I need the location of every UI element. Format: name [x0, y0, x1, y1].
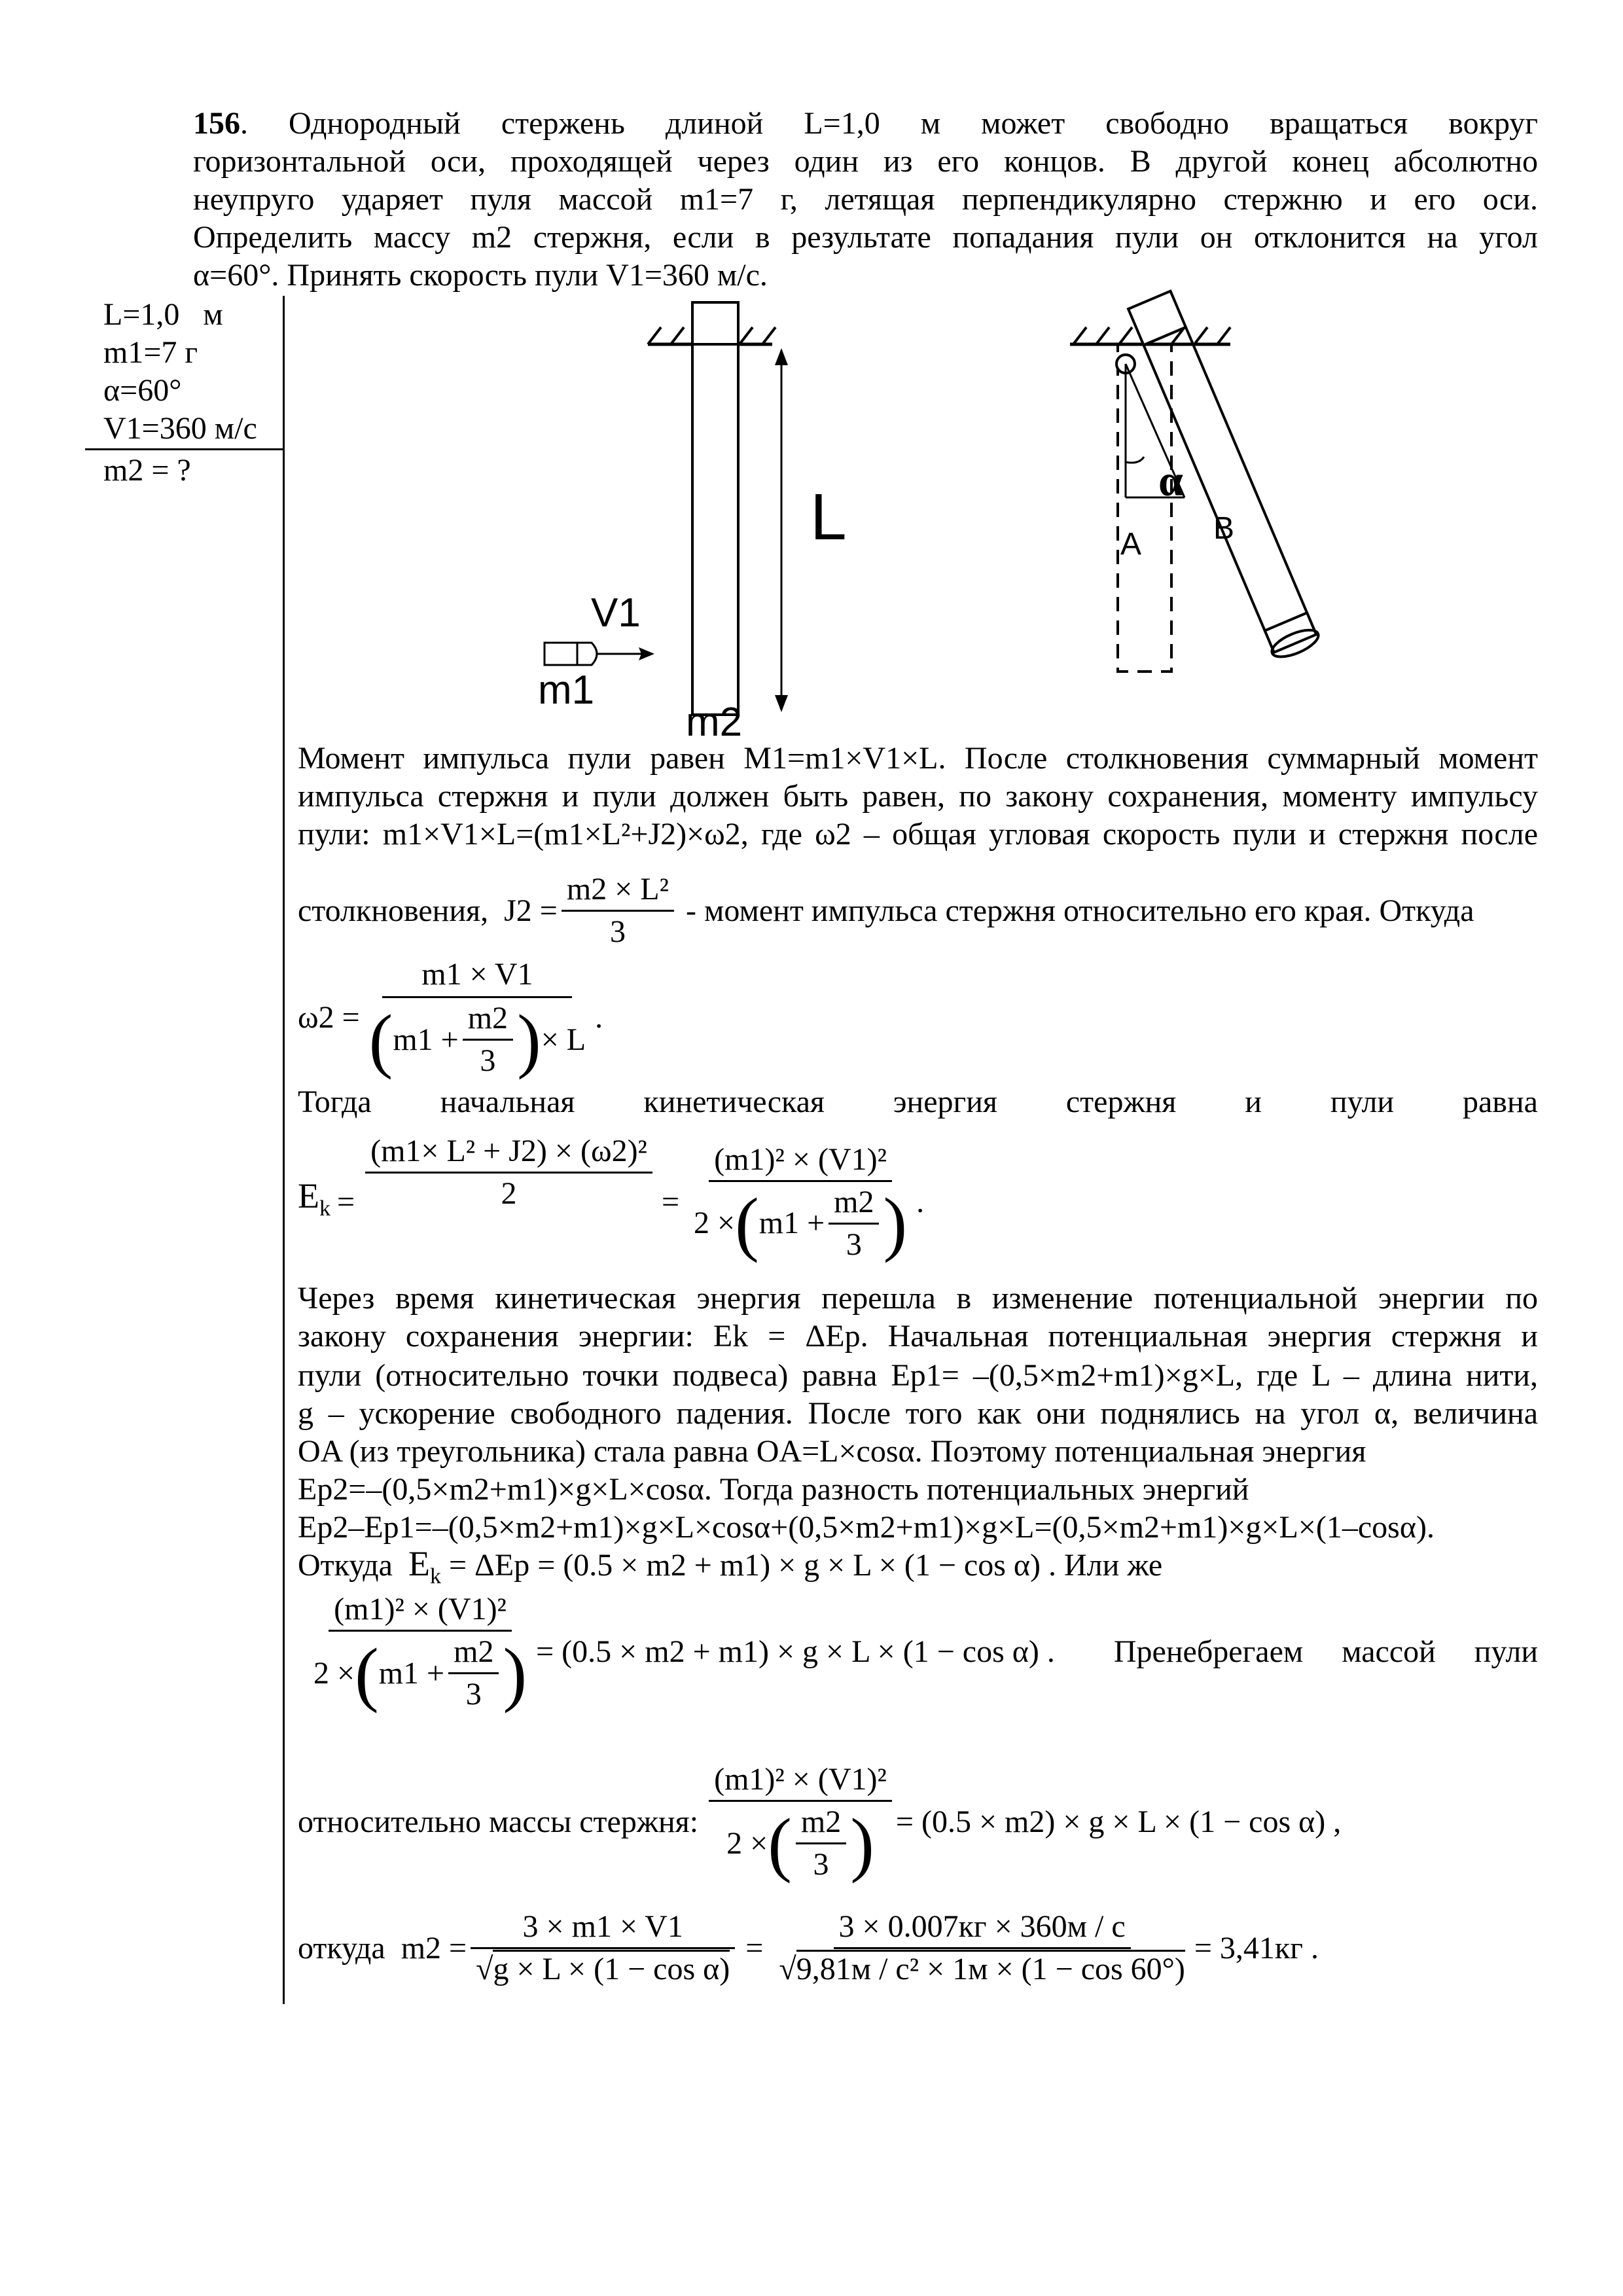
problem-line-3: неупруго ударяет пуля массой m1=7 г, летящая перпендикулярно стержню и его оси.: [193, 182, 1538, 217]
omega-denominator: ( m1 + $\frac{m2}{3}$ ) × L: [368, 999, 586, 1080]
given-divider-horizontal: [85, 448, 285, 450]
j2-formula-line: [298, 870, 1538, 951]
solution-line: закону сохранения энергии: Ek = ΔEp. Начальная потенциальная энергия стержня и: [298, 1319, 1538, 1354]
solution-line: пули (относительно точки подвеса) равна Ep1= –(0,5×m2+m1)×g×L, где L – длина нити,: [298, 1358, 1538, 1393]
j2-text-pre: столкновения, J2 =: [298, 893, 558, 928]
label-a: A: [1120, 527, 1142, 562]
ek-lhs: $E_k$: [298, 1175, 330, 1221]
result-fraction-1: $\frac{3 \times m1 \times V1}{\text{√g × L × (1 − cos α)}}$: [471, 1908, 735, 1988]
given-item: L=1,0 м: [103, 297, 223, 332]
solution-line: пули: m1×V1×L=(m1×L²+J2)×ω2, где ω2 – общая угловая скорость пули и стержня после: [298, 817, 1538, 852]
solution-line: OA (из треугольника) стала равна OA=L×cosα. Поэтому потенциальная энергия: [298, 1434, 1366, 1469]
given-item: α=60°: [103, 373, 182, 408]
ek-fraction-1: $\frac{\text{(m1× L² + J2) × (ω2)²}}{2}$: [365, 1132, 652, 1272]
result-value: = 3,41кг .: [1194, 1930, 1319, 1965]
omega-den-b: × L: [541, 1022, 586, 1057]
given-block: [103, 296, 287, 490]
label-L: L: [810, 480, 847, 554]
given-item: m1=7 г: [103, 335, 198, 370]
solution-line: Ep2–Ep1=–(0,5×m2+m1)×g×L×cosα+(0,5×m2+m1)×g×L=(0,5×m2+m1)×g×L×(1–cosα).: [298, 1510, 1435, 1545]
energy-equation-line: Откуда $E_k = \Delta Ep = (0.5 \times m2 + m1) \times g \times L \times (1 - \cos \alpha)$ . Или же: [298, 1544, 1163, 1588]
omega-numerator: m1 × V1: [382, 956, 572, 998]
solution-line: импульса стержня и пули должен быть равен, по закону сохранения, моменту импульсу: [298, 779, 1538, 814]
final-result: откуда m2 = $\frac{3 \times m1 \times V1}{\text{√g × L × (1 − cos α)}}$ = 3 × 0.007кг × 360м / с √9,81м / с² × 1м × (1 − cos 60°) = 3,41кг .: [298, 1908, 1319, 1988]
ek-formula: $E_k$ = $\frac{\text{(m1× L² + J2) × (ω2)²}}{2}$ = (m1)² × (V1)² 2 × ( m1 + $\frac{m2}{3}$ ) .: [298, 1132, 924, 1272]
problem-line-1: 156. Однородный стержень длиной L=1,0 м может свободно вращаться вокруг: [193, 106, 1538, 141]
equation-6: (m1)² × (V1)² 2 × ( m1 + $\frac{m2}{3}$ ) = (0.5 × m2 + m1) × g × L × (1 − cos α) . Пренебрегаем массой пули: [304, 1590, 1538, 1713]
given-item: V1=360 м/с: [103, 411, 257, 446]
equation-7: относительно массы стержня: (m1)² × (V1)² 2 × ( m2 3 ) = (0.5 × m2) × g × L × (1 − cos α) ,: [298, 1762, 1342, 1884]
problem-line-5: α=60°. Принять скорость пули V1=360 м/с.: [193, 258, 768, 293]
label-m2: m2: [686, 700, 743, 745]
label-m1: m1: [538, 668, 595, 713]
eq7-fraction: (m1)² × (V1)² 2 × ( m2 3 ): [709, 1761, 892, 1884]
result-fraction-2: 3 × 0.007кг × 360м / с √9,81м / с² × 1м × (1 − cos 60°): [779, 1909, 1185, 1986]
omega-lhs: ω2 =: [298, 1000, 360, 1035]
omega-formula: ω2 = m1 × V1 ( m1 + $\frac{m2}{3}$ ) × L .: [298, 957, 603, 1080]
problem-line-4: Определить массу m2 стержня, если в результате попадания пули он отклонится на угол: [193, 220, 1538, 255]
problem-line-2: горизонтальной оси, проходящей через один из его концов. В другой конец абсолютно: [193, 144, 1538, 179]
eq6-fraction: (m1)² × (V1)² 2 × ( m1 + $\frac{m2}{3}$ ): [313, 1592, 527, 1713]
omega-den-fraction: $\frac{m2}{3}$: [463, 999, 513, 1080]
label-v1: V1: [591, 590, 641, 636]
solution-line: Через время кинетическая энергия перешла в изменение потенциальной энергии по: [298, 1281, 1538, 1316]
eq7-rhs: = (0.5 × m2) × g × L × (1 − cos α) ,: [895, 1804, 1342, 1839]
problem-statement: [193, 105, 1538, 301]
omega-den-a: m1 +: [393, 1022, 459, 1057]
label-alpha: α: [1158, 456, 1183, 505]
solution-line: g – ускорение свободного падения. После того как они поднялись на угол α, величина: [298, 1396, 1538, 1431]
j2-fraction: [562, 870, 674, 951]
solution-paragraph-1: [298, 740, 1538, 853]
problem-number: 156: [193, 106, 240, 141]
omega-fraction: [364, 956, 591, 1080]
eq6-rhs: = (0.5 × m2 + m1) × g × L × (1 − cos α) .: [536, 1634, 1055, 1669]
solution-line: Момент импульса пули равен M1=m1×V1×L. После столкновения суммарный момент: [298, 741, 1538, 776]
label-b: B: [1213, 511, 1235, 546]
j2-text-post: - момент импульса стержня относительно его края. Откуда: [678, 893, 1474, 928]
j2-numerator: m2 × L²: [562, 870, 674, 912]
ek-fraction-2: (m1)² × (V1)² 2 × ( m1 + $\frac{m2}{3}$ ): [694, 1141, 908, 1263]
figure-deflected-rod: [1060, 281, 1335, 700]
solution-line: Ep2=–(0,5×m2+m1)×g×L×cosα. Тогда разность потенциальных энергий: [298, 1472, 1249, 1507]
find-item: m2 = ?: [103, 453, 191, 488]
j2-denominator: 3: [609, 914, 626, 949]
solution-paragraph-3: Тогда начальная кинетическая энергия стержня и пули равна: [298, 1085, 1538, 1119]
given-divider-vertical: [283, 296, 285, 2004]
solution-paragraph-4: [298, 1280, 1538, 1545]
